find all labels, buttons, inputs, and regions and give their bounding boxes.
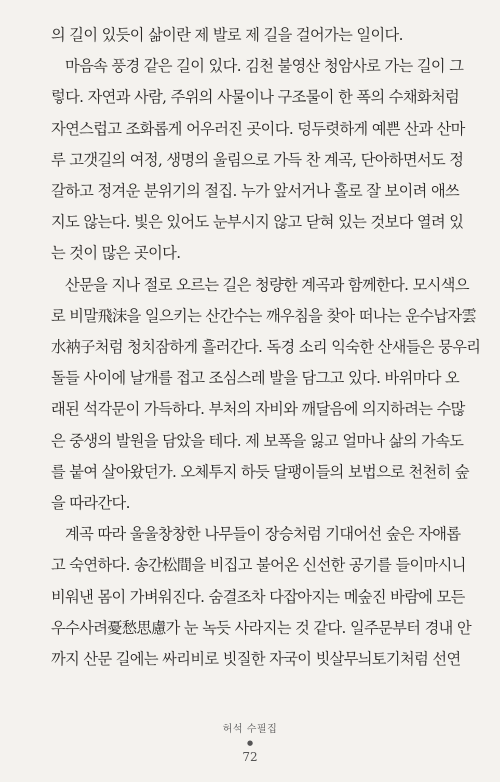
text-line: 지도 않는다. 빛은 있어도 눈부시지 않고 닫혀 있는 것보다 열려 있 xyxy=(51,213,464,232)
text-line: 은 중생의 발원을 담았을 테다. 제 보폭을 잃고 얼마나 삶의 가속도 xyxy=(51,431,464,450)
page-dot-ornament: ● xyxy=(246,739,254,747)
text-line: 렇다. 자연과 사람, 주위의 사물이나 구조물이 한 폭의 수채화처럼 xyxy=(51,88,460,107)
text-line: 래된 석각문이 가득하다. 부처의 자비와 깨달음에 의지하려는 수많 xyxy=(51,400,465,419)
text-line: 돌들 사이에 날개를 접고 조심스레 발을 담그고 있다. 바위마다 오 xyxy=(51,369,460,388)
text-line: 자연스럽고 조화롭게 어우러진 곳이다. 덩두렷하게 예쁜 산과 산마 xyxy=(51,119,465,138)
text-line: 갈하고 정겨운 분위기의 절집. 누가 앞서거나 홀로 잘 보이려 애쓰 xyxy=(51,182,460,200)
text-line: 우수사려憂愁思慮가 눈 녹듯 사라지는 것 같다. 일주문부터 경내 안 xyxy=(51,618,472,637)
page-number: 72 xyxy=(242,750,258,764)
text-line: 산문을 지나 절로 오르는 길은 청량한 계곡과 함께한다. 모시색으 xyxy=(65,275,469,294)
text-line: 를 붙여 살아왔던가. 오체투지 하듯 달팽이들의 보법으로 천천히 숲 xyxy=(51,462,469,481)
text-line: 의 길이 있듯이 삶이란 제 발로 제 길을 걸어가는 일이다. xyxy=(51,26,403,44)
text-line: 까지 산문 길에는 싸리비로 빗질한 자국이 빗살무늬토기처럼 선연 xyxy=(51,650,461,668)
text-line: 고 숙연하다. 송간松間을 비집고 불어온 신선한 공기를 들이마시니 xyxy=(51,556,466,575)
text-line: 는 것이 많은 곳이다. xyxy=(51,244,181,263)
text-line: 로 비말飛沫을 일으키는 산간수는 깨우침을 찾아 떠나는 운수납자雲 xyxy=(51,306,477,325)
text-line: 을 따라간다. xyxy=(51,494,130,512)
text-line: 루 고갯길의 여정, 생명의 울림으로 가득 찬 계곡, 단아하면서도 정 xyxy=(51,150,464,169)
text-line: 비워낸 몸이 가벼워진다. 숨결조차 다잡아지는 메숲진 바람에 모든 xyxy=(51,587,465,606)
text-line: 마음속 풍경 같은 길이 있다. 김천 불영산 청암사로 가는 길이 그 xyxy=(65,57,464,76)
text-line: 水衲子처럼 청치잠하게 흘러간다. 독경 소리 익숙한 산새들은 뭉우리 xyxy=(51,338,481,356)
running-title: 허석 수필집 xyxy=(222,724,278,735)
text-line: 계곡 따라 울울창창한 나무들이 장승처럼 기대어선 숲은 자애롭 xyxy=(65,525,461,544)
